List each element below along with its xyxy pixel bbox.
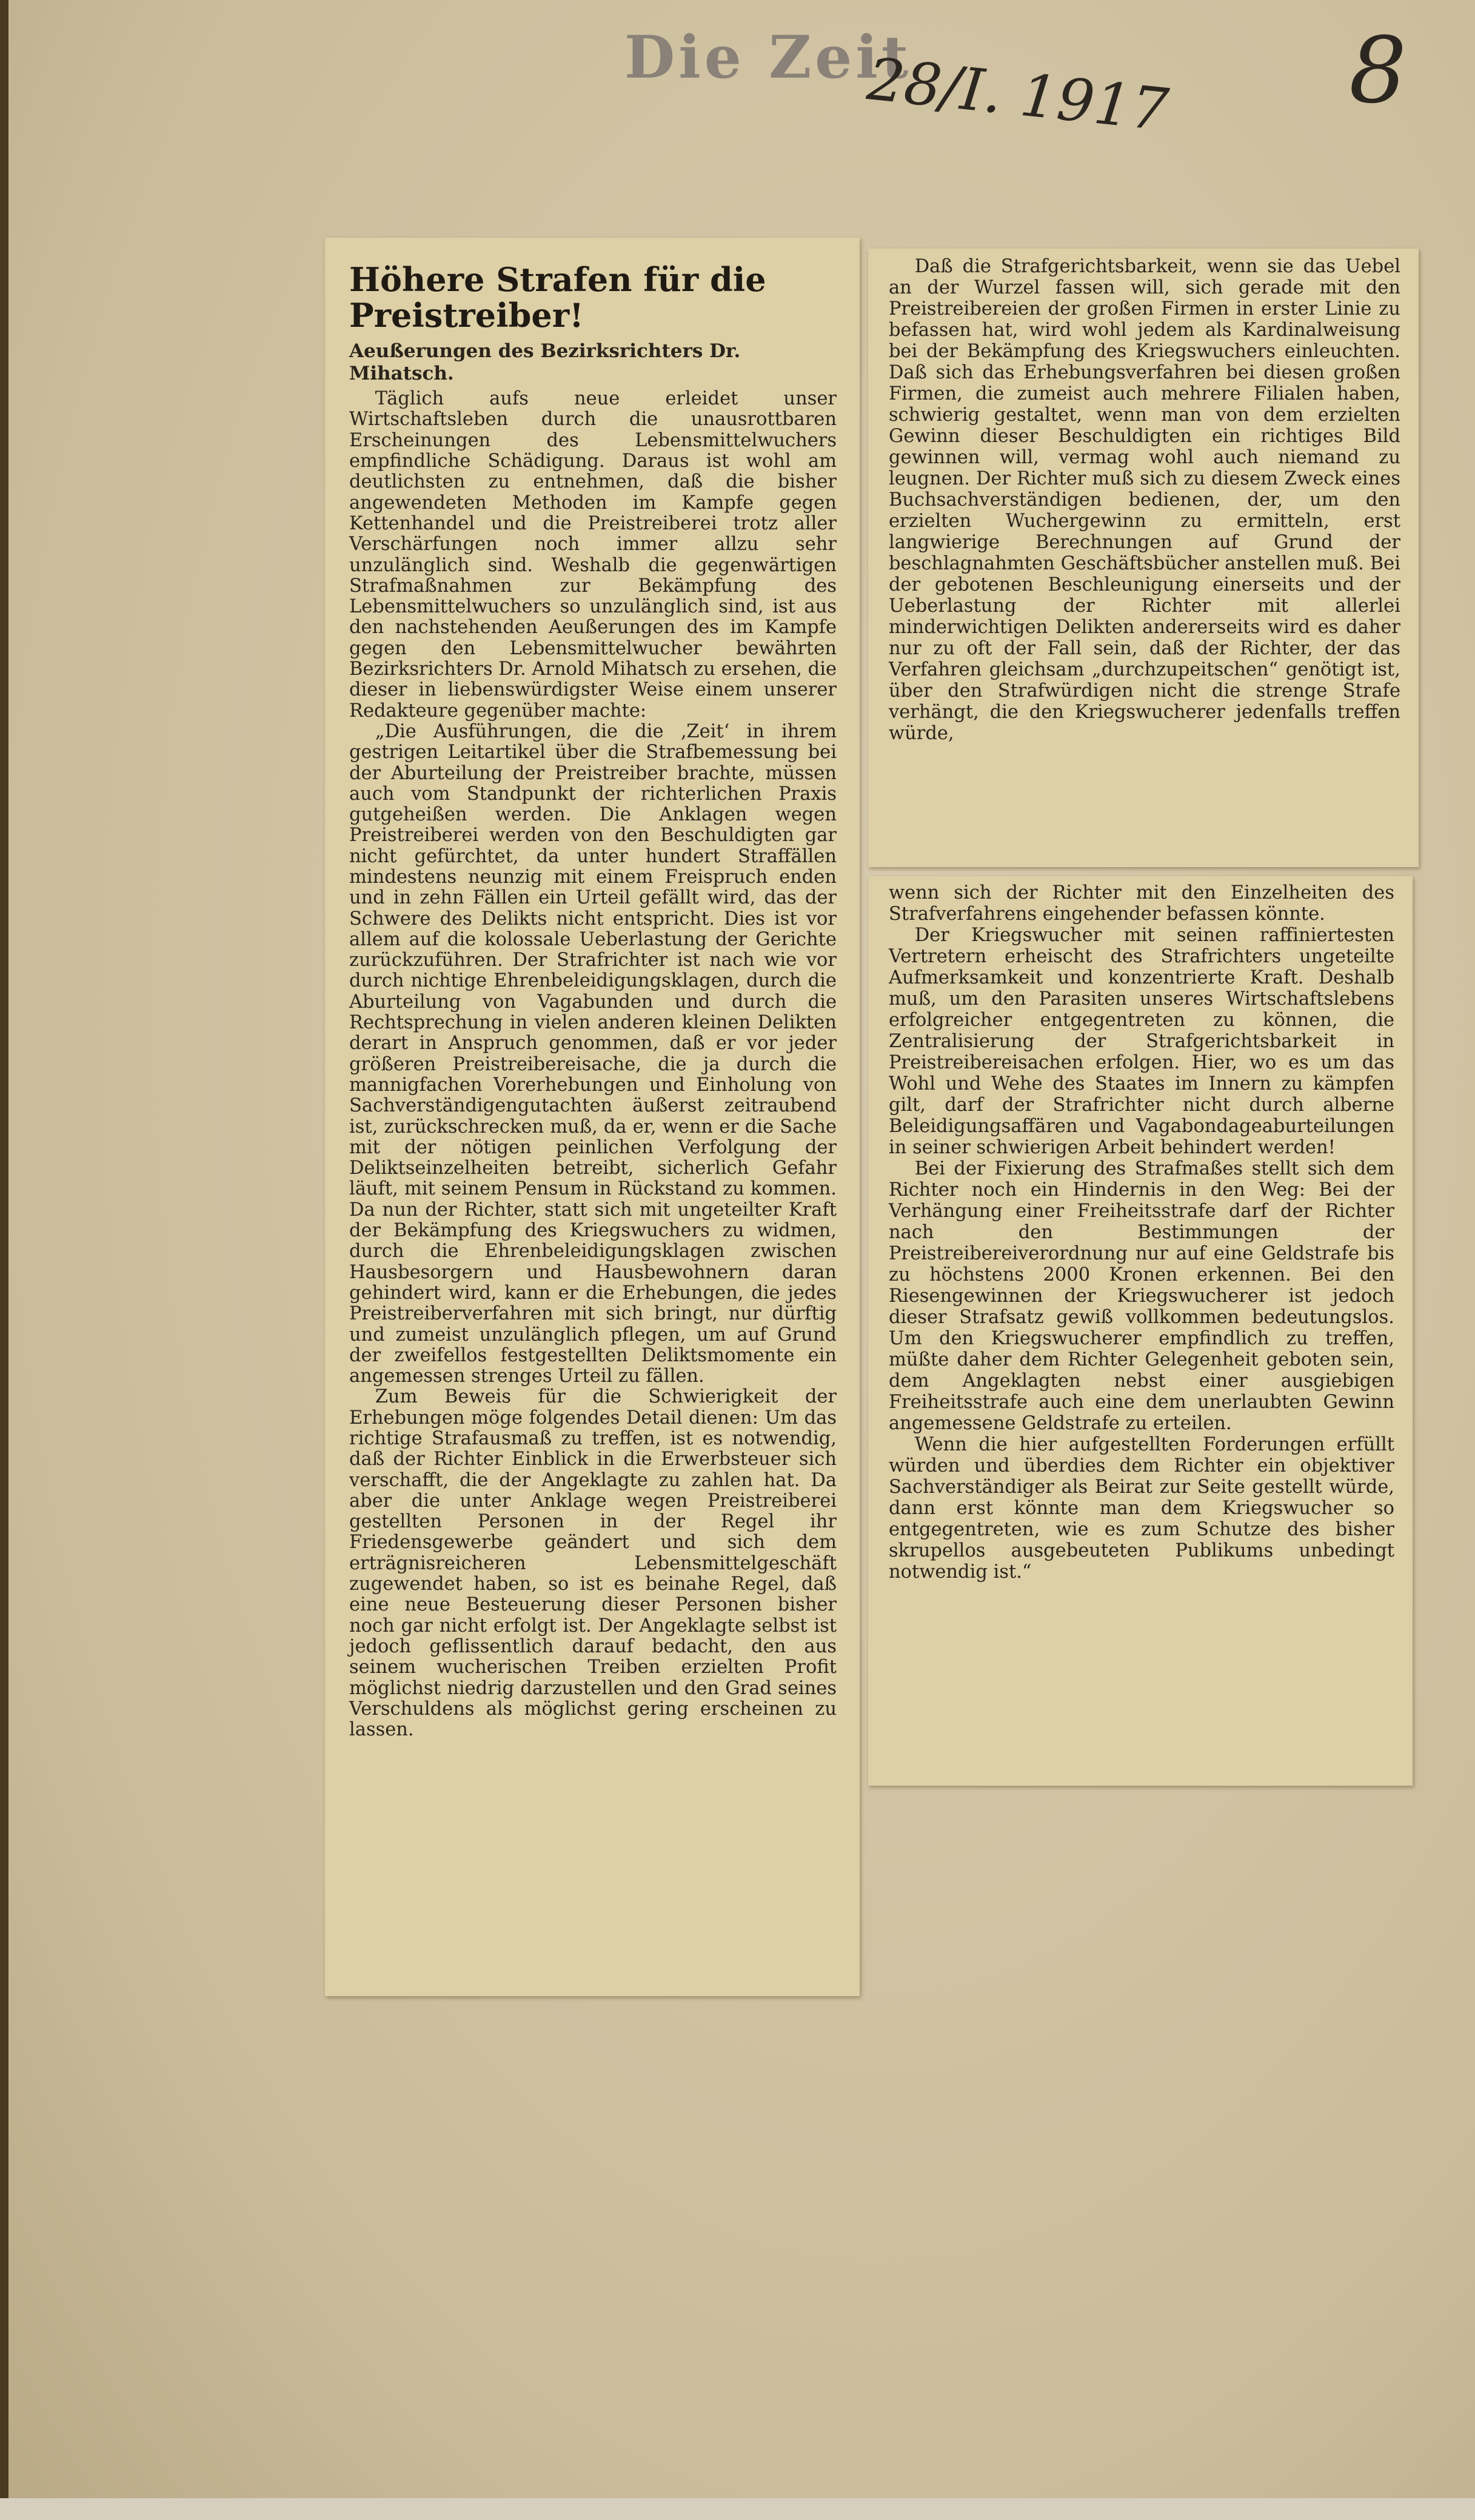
article-paragraph: Zum Beweis für die Schwierigkeit der Erhebungen möge folgendes Detail dienen: Um das richtige Strafausmaß zu treffen, ist es notwendig, daß der Richter Einblick in die Erwerbsteuer sich verschafft, die der Angeklagte zu zahlen hat. Da aber die unter Anklage wegen Preistreiberei gestellten Personen in der Regel ihr Friedensgewerbe geändert und sich dem erträgnisreicheren Lebensmittelgeschäft zugewendet haben, so ist es beinahe Regel, daß eine neue Besteuerung dieser Personen bisher noch gar nicht erfolgt ist. Der Angeklagte selbst ist jedoch geflissentlich darauf bedacht, den aus seinem wucherischen Treiben erzielten Profit möglichst niedrig darzustellen und den Grad seines Verschuldens als möglichst gering erscheinen zu lassen. bbox=[349, 1386, 837, 1741]
newspaper-name-stamp: Die Zeit bbox=[624, 23, 912, 92]
scan-bottom-margin bbox=[0, 2498, 1475, 2520]
article-paragraph: Täglich aufs neue erleidet unser Wirtschaftsleben durch die unausrottbaren Erscheinungen des Lebensmittelwuchers empfindliche Schädigung. Daraus ist wohl am deutlichsten zu entnehmen, daß die bisher angewendeten Methoden im Kampfe gegen Kettenhandel und die Preistreiberei trotz aller Verschärfungen noch immer allzu sehr unzulänglich sind. Weshalb die gegenwärtigen Strafmaßnahmen zur Bekämpfung des Lebensmittelwuchers so unzulänglich sind, ist aus den nachstehenden Aeußerungen des im Kampfe gegen den Lebensmittelwucher bewährten Bezirksrichters Dr. Arnold Mihatsch zu ersehen, die dieser in liebenswürdigster Weise einem unserer Redakteure gegenüber machte: bbox=[349, 388, 837, 722]
article-paragraph: Daß die Strafgerichtsbarkeit, wenn sie das Uebel an der Wurzel fassen will, sich gerade mit den Preistreibereien der großen Firmen in erster Linie zu befassen hat, wird wohl jedem als Kardinalweisung bei der Bekämpfung des Kriegswuchers einleuchten. Daß sich das Erhebungsverfahren bei diesen großen Firmen, die zumeist auch mehrere Filialen haben, schwierig gestaltet, wenn man von dem erzielten Gewinn dieser Beschuldigten ein richtiges Bild gewinnen will, vermag wohl auch niemand zu leugnen. Der Richter muß sich zu diesem Zweck eines Buchsachverständigen bedienen, der, um den erzielten Wuchergewinn zu ermitteln, erst langwierige Berechnungen auf Grund der beschlagnahmten Geschäftsbücher anstellen muß. Bei der gebotenen Beschleunigung einerseits und der Ueberlastung der Richter mit allerlei minderwichtigen Delikten andererseits wird es daher nur zu oft der Fall sein, daß der Richter, der das Verfahren gleichsam „durchzupeitschen“ genötigt ist, über den Strafwürdigen nicht die strenge Strafe verhängt, die den Kriegswucherer jedenfalls treffen würde, bbox=[889, 256, 1400, 744]
article-paragraph: wenn sich der Richter mit den Einzelheiten des Strafverfahrens eingehender befassen könnte. bbox=[889, 882, 1394, 925]
article-headline: Höhere Strafen für die Preistreiber! bbox=[349, 260, 766, 335]
article-paragraph: Der Kriegswucher mit seinen raffiniertesten Vertretern erheischt des Strafrichters ungeteilte Aufmerksamkeit und konzentrierte Kraft. Deshalb muß, um den Parasiten unseres Wirtschaftslebens erfolgreicher entgegentreten zu können, die Zentralisierung der Strafgerichtsbarkeit in Preistreibereisachen erfolgen. Hier, wo es um das Wohl und Wehe des Staates im Innern zu kämpfen gilt, darf der Strafrichter nicht durch alberne Beleidigungsaffären und Vagabondageaburteilungen in seiner schwierigen Arbeit behindert werden! bbox=[889, 925, 1394, 1158]
handwritten-page-number: 8 bbox=[1349, 18, 1407, 124]
sheet-left-edge bbox=[0, 0, 8, 2520]
article-paragraph: Bei der Fixierung des Strafmaßes stellt sich dem Richter noch ein Hindernis in den Weg: Bei der Verhängung einer Freiheitsstrafe darf der Richter nach den Bestimmungen der Preistreibereiverordnung nur auf eine Geldstrafe bis zu höchstens 2000 Kronen erkennen. Bei den Riesengewinnen der Kriegswucherer ist jedoch dieser Strafsatz gewiß vollkommen bedeutungslos. Um den Kriegswucherer empfindlich zu treffen, müßte daher dem Richter Gelegenheit geboten sein, dem Angeklagten nebst einer ausgiebigen Freiheitsstrafe auch eine dem unerlaubten Gewinn angemessene Geldstrafe zu erteilen. bbox=[889, 1158, 1394, 1434]
article-subheadline: Aeußerungen des Bezirksrichters Dr. Mihatsch. bbox=[349, 340, 741, 384]
article-paragraph: „Die Ausführungen, die die ‚Zeit‘ in ihrem gestrigen Leitartikel über die Strafbemessung bei der Aburteilung der Preistreiber brachte, müssen auch vom Standpunkt der richterlichen Praxis gutgeheißen werden. Die Anklagen wegen Preistreiberei werden von den Beschuldigten gar nicht gefürchtet, da unter hundert Straffällen mindestens neunzig mit einem Freispruch enden und in zehn Fällen ein Urteil gefällt wird, das der Schwere des Delikts nicht entspricht. Dies ist vor allem auf die kolossale Ueberlastung der Gerichte zurückzuführen. Der Strafrichter ist nach wie vor durch nichtige Ehrenbeleidigungsklagen, durch die Aburteilung von Vagabunden und durch die Rechtsprechung in vielen anderen kleinen Delikten derart in Anspruch genommen, daß er vor jeder größeren Preistreibereisache, die ja durch die mannigfachen Vorerhebungen und Einholung von Sachverständigengutachten äußerst zeitraubend ist, zurückschrecken muß, da er, wenn er die Sache mit der nötigen peinlichen Verfolgung der Deliktseinzelheiten betreibt, sicherlich Gefahr läuft, mit seinem Pensum in Rückstand zu kommen. Da nun der Richter, statt sich mit ungeteilter Kraft der Bekämpfung des Kriegswuchers zu widmen, durch die Ehrenbeleidigungsklagen zwischen Hausbesorgern und Hausbewohnern daran gehindert wird, kann er die Erhebungen, die jedes Preistreiberverfahren mit sich bringt, nur dürftig und zumeist unzulänglich pflegen, um auf Grund der zweifellos festgestellten Deliktsmomente ein angemessen strenges Urteil zu fällen. bbox=[349, 720, 837, 1387]
article-paragraph: Wenn die hier aufgestellten Forderungen erfüllt würden und überdies dem Richter ein objektiver Sachverständiger als Beirat zur Seite gestellt würde, dann erst könnte man dem Kriegswucher so entgegentreten, wie es zum Schutze des bisher skrupellos ausgebeuteten Publikums unbedingt notwendig ist.“ bbox=[889, 1434, 1394, 1583]
handwritten-date: 28/I. 1917 bbox=[864, 45, 1172, 144]
article-clipping-column-3 bbox=[868, 876, 1413, 1786]
article-clipping-column-2 bbox=[868, 249, 1419, 867]
article-clipping-column-1 bbox=[325, 238, 860, 1996]
